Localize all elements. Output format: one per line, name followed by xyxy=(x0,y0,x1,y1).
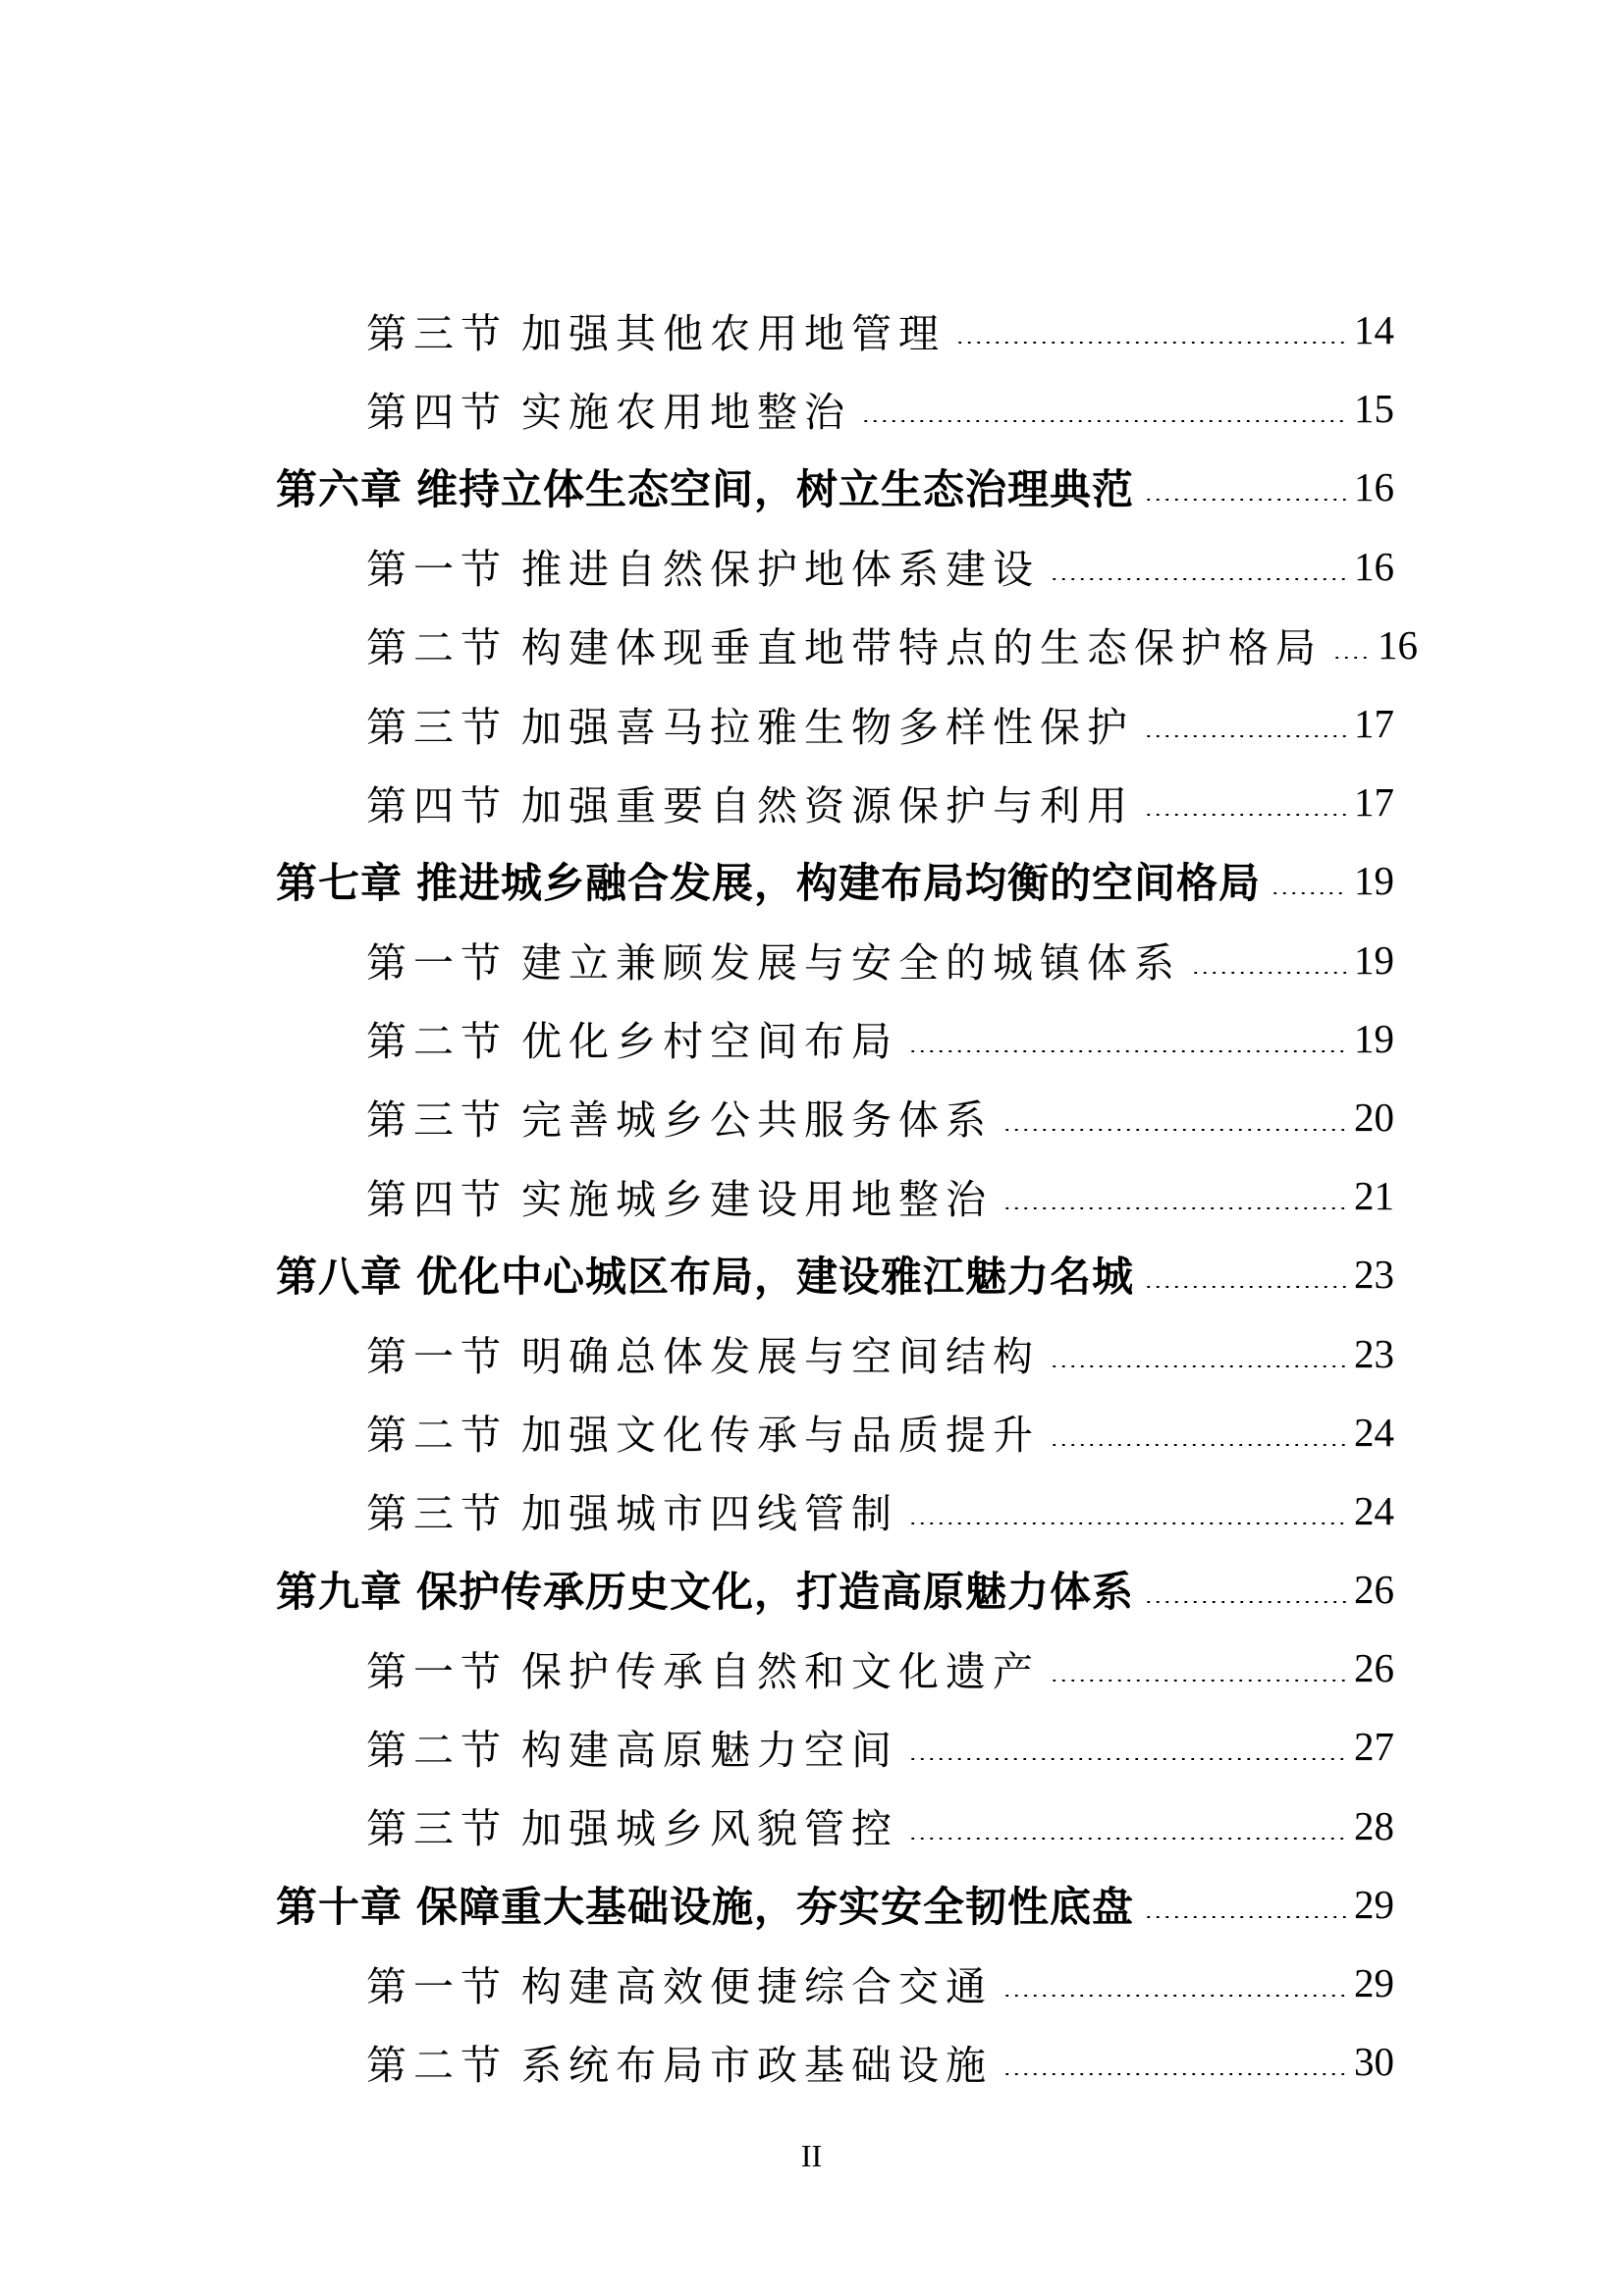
toc-page-number: 15 xyxy=(1354,386,1394,432)
toc-entry-text: 加强喜马拉雅生物多样性保护 xyxy=(521,703,1134,751)
toc-page-number: 28 xyxy=(1354,1802,1394,1848)
toc-entry-text: 优化乡村空间布局 xyxy=(521,1018,898,1066)
toc-entry-title xyxy=(366,1481,898,1539)
dot-leader xyxy=(1271,892,1348,894)
toc-entry-title xyxy=(366,1088,993,1146)
toc-page-number: 23 xyxy=(1354,1252,1394,1298)
toc-page-number: 24 xyxy=(1354,1487,1394,1533)
toc-entry-title xyxy=(366,1324,1040,1382)
toc-entry-title xyxy=(366,1718,898,1776)
toc-chapter-entry[interactable] xyxy=(0,841,1623,920)
toc-section-entry[interactable] xyxy=(0,1787,1623,1865)
toc-entry-label: 第四节 xyxy=(366,388,508,436)
toc-page-number: 14 xyxy=(1354,307,1394,353)
toc-entry-title xyxy=(366,931,1181,988)
toc-page-number: 30 xyxy=(1354,2039,1394,2085)
toc-page-number: 26 xyxy=(1354,1567,1394,1613)
dot-leader xyxy=(1332,657,1372,659)
toc-entry-label: 第三节 xyxy=(366,1805,508,1853)
toc-section-entry[interactable] xyxy=(0,1078,1623,1156)
toc-entry-title xyxy=(276,457,1134,516)
toc-section-entry[interactable] xyxy=(0,1629,1623,1707)
toc-page-number: 19 xyxy=(1354,1015,1394,1061)
toc-section-entry[interactable] xyxy=(0,921,1623,999)
dot-leader xyxy=(1002,1207,1348,1209)
dot-leader xyxy=(1050,1365,1348,1367)
toc-entry-label: 第二节 xyxy=(366,1018,508,1066)
toc-entry-title xyxy=(366,1167,993,1225)
page-number: II xyxy=(800,2138,823,2173)
toc-section-entry[interactable] xyxy=(0,763,1623,841)
toc-entry-text: 加强文化传承与品质提升 xyxy=(521,1412,1040,1460)
toc-page-number: 27 xyxy=(1354,1724,1394,1770)
toc-entry-title xyxy=(366,537,1040,595)
toc-entry-title xyxy=(276,1560,1134,1619)
toc-entry-title xyxy=(276,1245,1134,1304)
dot-leader xyxy=(908,1838,1348,1840)
dot-leader xyxy=(1050,1444,1348,1446)
toc-entry-title xyxy=(366,615,1323,673)
toc-section-entry[interactable] xyxy=(0,606,1623,684)
toc-entry-label: 第一节 xyxy=(366,1962,508,2010)
toc-entry-title xyxy=(366,1403,1040,1461)
toc-entry-text: 完善城乡公共服务体系 xyxy=(521,1096,993,1145)
toc-entry-label: 第一节 xyxy=(366,939,508,988)
toc-entry-title xyxy=(366,1954,993,2012)
toc-page-number: 16 xyxy=(1378,621,1418,667)
dot-leader xyxy=(908,1522,1348,1524)
toc-section-entry[interactable] xyxy=(0,2022,1623,2101)
dot-leader xyxy=(908,1758,1348,1760)
toc-entry-title xyxy=(366,301,946,359)
toc-entry-text: 推进城乡融合发展，构建布局均衡的空间格局 xyxy=(416,859,1262,908)
toc-entry-text: 保护传承自然和文化遗产 xyxy=(521,1647,1040,1695)
toc-entry-text: 加强重要自然资源保护与利用 xyxy=(521,781,1134,829)
dot-leader xyxy=(1144,814,1348,816)
toc-entry-text: 明确总体发展与空间结构 xyxy=(521,1333,1040,1381)
toc-entry-label: 第二节 xyxy=(366,1726,508,1774)
toc-section-entry[interactable] xyxy=(0,999,1623,1078)
toc-entry-label: 第四节 xyxy=(366,1175,508,1223)
table-of-contents xyxy=(0,291,1623,2101)
toc-section-entry[interactable] xyxy=(0,1471,1623,1550)
toc-entry-text: 加强其他农用地管理 xyxy=(521,309,946,357)
dot-leader xyxy=(955,342,1348,344)
toc-entry-label: 第九章 xyxy=(276,1568,404,1617)
toc-entry-label: 第十章 xyxy=(276,1882,404,1931)
toc-entry-label: 第四节 xyxy=(366,781,508,829)
toc-chapter-entry[interactable] xyxy=(0,448,1623,526)
toc-entry-text: 优化中心城区布局，建设雅江魅力名城 xyxy=(416,1253,1135,1302)
toc-entry-text: 加强城市四线管制 xyxy=(521,1490,898,1538)
toc-entry-label: 第三节 xyxy=(366,1490,508,1538)
dot-leader xyxy=(861,420,1348,422)
toc-entry-title xyxy=(366,1796,898,1854)
toc-entry-text: 实施农用地整治 xyxy=(521,388,851,436)
toc-entry-label: 第二节 xyxy=(366,624,508,672)
toc-entry-text: 建立兼顾发展与安全的城镇体系 xyxy=(521,939,1181,988)
toc-entry-text: 构建高效便捷综合交通 xyxy=(521,1962,993,2010)
toc-entry-text: 维持立体生态空间，树立生态治理典范 xyxy=(416,465,1135,514)
toc-entry-label: 第一节 xyxy=(366,1333,508,1381)
toc-chapter-entry[interactable] xyxy=(0,1550,1623,1629)
toc-entry-text: 推进自然保护地体系建设 xyxy=(521,546,1040,594)
toc-entry-label: 第三节 xyxy=(366,1096,508,1145)
toc-entry-text: 加强城乡风貌管控 xyxy=(521,1805,898,1853)
toc-page-number: 17 xyxy=(1354,701,1394,747)
toc-section-entry[interactable] xyxy=(0,684,1623,763)
dot-leader xyxy=(1191,972,1348,974)
toc-page-number: 19 xyxy=(1354,936,1394,983)
toc-page-number: 24 xyxy=(1354,1409,1394,1455)
toc-entry-text: 构建体现垂直地带特点的生态保护格局 xyxy=(521,624,1323,672)
toc-entry-title xyxy=(366,695,1134,753)
toc-section-entry[interactable] xyxy=(0,1944,1623,2022)
dot-leader xyxy=(1144,735,1348,737)
toc-entry-label: 第六章 xyxy=(276,465,404,514)
toc-entry-label: 第一节 xyxy=(366,1647,508,1695)
dot-leader xyxy=(1144,1601,1348,1603)
toc-section-entry[interactable] xyxy=(0,1707,1623,1786)
toc-entry-text: 构建高原魅力空间 xyxy=(521,1726,898,1774)
dot-leader xyxy=(1050,578,1348,580)
toc-entry-label: 第八章 xyxy=(276,1253,404,1302)
toc-entry-title xyxy=(276,1875,1134,1934)
toc-chapter-entry[interactable] xyxy=(0,1865,1623,1944)
toc-page-number: 23 xyxy=(1354,1330,1394,1376)
toc-entry-label: 第三节 xyxy=(366,309,508,357)
toc-page-number: 16 xyxy=(1354,464,1394,510)
toc-page-number: 29 xyxy=(1354,1881,1394,1927)
toc-page-number: 19 xyxy=(1354,858,1394,904)
dot-leader xyxy=(1002,1129,1348,1131)
toc-entry-text: 保护传承历史文化，打造高原魅力体系 xyxy=(416,1568,1135,1617)
toc-section-entry[interactable] xyxy=(0,1313,1623,1392)
dot-leader xyxy=(1002,1995,1348,1997)
toc-page-number: 29 xyxy=(1354,1960,1394,2006)
dot-leader xyxy=(1144,1916,1348,1918)
toc-chapter-entry[interactable] xyxy=(0,1235,1623,1313)
toc-entry-text: 系统布局市政基础设施 xyxy=(521,2041,993,2089)
dot-leader xyxy=(1144,499,1348,501)
toc-entry-label: 第三节 xyxy=(366,703,508,751)
toc-entry-label: 第二节 xyxy=(366,2041,508,2089)
toc-entry-text: 保障重大基础设施，夯实安全韧性底盘 xyxy=(416,1882,1135,1931)
toc-section-entry[interactable] xyxy=(0,1393,1623,1471)
toc-section-entry[interactable] xyxy=(0,527,1623,606)
toc-entry-title xyxy=(366,1009,898,1067)
toc-page-number: 26 xyxy=(1354,1645,1394,1691)
dot-leader xyxy=(1002,2073,1348,2075)
dot-leader xyxy=(908,1050,1348,1052)
toc-section-entry[interactable] xyxy=(0,1156,1623,1235)
toc-entry-title xyxy=(366,380,851,438)
toc-section-entry[interactable] xyxy=(0,369,1623,448)
toc-entry-text: 实施城乡建设用地整治 xyxy=(521,1175,993,1223)
dot-leader xyxy=(1144,1286,1348,1288)
toc-entry-title xyxy=(366,2033,993,2091)
toc-section-entry[interactable] xyxy=(0,291,1623,369)
toc-entry-label: 第一节 xyxy=(366,546,508,594)
toc-entry-title xyxy=(366,774,1134,831)
toc-page-number: 16 xyxy=(1354,543,1394,589)
toc-entry-title xyxy=(276,851,1261,910)
toc-page-number: 21 xyxy=(1354,1173,1394,1219)
dot-leader xyxy=(1050,1680,1348,1682)
toc-entry-label: 第二节 xyxy=(366,1412,508,1460)
toc-page-number: 20 xyxy=(1354,1094,1394,1140)
toc-entry-label: 第七章 xyxy=(276,859,404,908)
toc-page-number: 17 xyxy=(1354,779,1394,826)
toc-entry-title xyxy=(366,1639,1040,1697)
